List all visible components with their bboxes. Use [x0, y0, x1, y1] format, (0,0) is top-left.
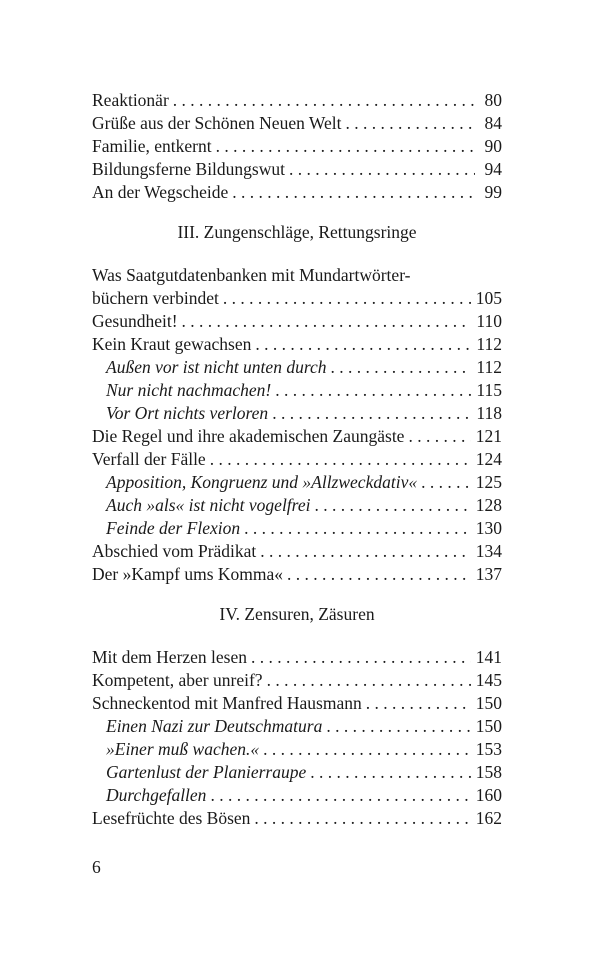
leader-dots: [182, 310, 472, 333]
entry-page: 105: [475, 288, 502, 308]
entry-page: 150: [475, 716, 502, 736]
entry-page: 130: [475, 518, 502, 538]
leader-dots: [173, 89, 475, 112]
entry-title: Lesefrüchte des Bösen: [92, 808, 251, 828]
leader-dots: [210, 784, 470, 807]
entry-title: Auch »als« ist nicht vogelfrei: [106, 495, 311, 515]
toc-entry: [92, 112, 502, 135]
entry-page: 121: [475, 426, 502, 446]
entry-page: 99: [484, 182, 502, 202]
toc-entry: [92, 158, 502, 181]
toc-subentry: [92, 784, 502, 807]
leader-dots: [272, 402, 471, 425]
page-number: 6: [92, 857, 101, 877]
toc-entry: [92, 89, 502, 112]
toc-subentry: [92, 402, 502, 425]
section-heading: III. Zungenschläge, Rettungsringe: [177, 222, 417, 242]
entry-title-first-line: Was Saatgutdatenbanken mit Mundartwörter-: [92, 265, 411, 285]
section-entries: [92, 310, 502, 586]
entry-title: »Einer muß wachen.«: [106, 739, 260, 759]
entry-page: 150: [475, 693, 502, 713]
entry-title: Bildungsferne Bildungswut: [92, 159, 285, 179]
leader-dots: [232, 181, 475, 204]
leader-dots: [260, 540, 470, 563]
leader-dots: [251, 646, 471, 669]
toc-subentry: [92, 471, 502, 494]
entry-page: 80: [484, 90, 502, 110]
toc-subentry: [92, 738, 502, 761]
entry-title: Kompetent, aber unreif?: [92, 670, 263, 690]
toc-entry: [92, 807, 502, 830]
entry-page: 128: [475, 495, 502, 515]
toc-subentry: [92, 494, 502, 517]
entry-page: 134: [475, 541, 502, 561]
leader-dots: [216, 135, 475, 158]
toc-entry: [92, 181, 502, 204]
entry-title: Reaktionär: [92, 90, 169, 110]
entry-page: 94: [484, 159, 502, 179]
toc-entry: [92, 692, 502, 715]
section-heading: IV. Zensuren, Zäsuren: [219, 604, 375, 624]
entry-page: 84: [484, 113, 502, 133]
entry-title: Kein Kraut gewachsen: [92, 334, 252, 354]
leader-dots: [223, 287, 471, 310]
entry-page: 115: [476, 380, 502, 400]
leader-dots: [331, 356, 472, 379]
toc-entry: [92, 646, 502, 669]
entry-page: 110: [476, 311, 502, 331]
entry-page: 118: [476, 403, 502, 423]
section-entries: [92, 646, 502, 830]
leader-dots: [254, 807, 470, 830]
entry-title: Vor Ort nichts verloren: [106, 403, 269, 423]
entry-title: Verfall der Fälle: [92, 449, 206, 469]
entry-page: 162: [475, 808, 502, 828]
entry-page: 137: [475, 564, 502, 584]
entry-title: Einen Nazi zur Deutschmatura: [106, 716, 323, 736]
toc-subentry: [92, 715, 502, 738]
entry-page: 90: [484, 136, 502, 156]
leader-dots: [267, 669, 471, 692]
entry-page: 141: [475, 647, 502, 667]
entry-page: 160: [475, 785, 502, 805]
entry-page: 145: [475, 670, 502, 690]
toc-subentry: [92, 517, 502, 540]
entry-page: 124: [475, 449, 502, 469]
leader-dots: [346, 112, 475, 135]
toc-entry: [92, 563, 502, 586]
entry-page: 125: [475, 472, 502, 492]
leader-dots: [310, 761, 470, 784]
entry-title: Grüße aus der Schönen Neuen Welt: [92, 113, 342, 133]
toc-subentry: [92, 356, 502, 379]
leader-dots: [289, 158, 475, 181]
entry-title: Nur nicht nachmachen!: [106, 380, 272, 400]
leader-dots: [287, 563, 471, 586]
toc-entry: [92, 333, 502, 356]
entry-title: Schneckentod mit Manfred Hausmann: [92, 693, 362, 713]
leader-dots: [244, 517, 471, 540]
leader-dots: [408, 425, 470, 448]
entry-title: büchern verbindet: [92, 288, 219, 308]
entry-title: Apposition, Kongruenz und »Allzweckdativ«: [106, 472, 418, 492]
leader-dots: [275, 379, 471, 402]
leader-dots: [255, 333, 471, 356]
toc-entry: [92, 540, 502, 563]
entry-title: Familie, entkernt: [92, 136, 212, 156]
entry-page: 158: [475, 762, 502, 782]
toc-subentry: [92, 761, 502, 784]
toc-entry: [92, 448, 502, 471]
entry-page: 153: [475, 739, 502, 759]
toc-entry: [92, 425, 502, 448]
leader-dots: [366, 692, 471, 715]
toc-entry: [92, 310, 502, 333]
entry-title: Mit dem Herzen lesen: [92, 647, 248, 667]
entry-title: Feinde der Flexion: [106, 518, 241, 538]
leader-dots: [326, 715, 470, 738]
toc-entry: [92, 669, 502, 692]
toc-entry: [92, 287, 502, 310]
entry-title: Gesundheit!: [92, 311, 178, 331]
toc-entry: [92, 135, 502, 158]
leader-dots: [210, 448, 471, 471]
toc-subentry: [92, 379, 502, 402]
entry-title: An der Wegscheide: [92, 182, 229, 202]
entry-page: 112: [476, 357, 502, 377]
entry-page: 112: [476, 334, 502, 354]
entry-title: Außen vor ist nicht unten durch: [106, 357, 327, 377]
leader-dots: [263, 738, 471, 761]
entry-title: Abschied vom Prädikat: [92, 541, 257, 561]
entry-title: Durchgefallen: [106, 785, 207, 805]
entry-title: Der »Kampf ums Komma«: [92, 564, 284, 584]
leader-dots: [314, 494, 470, 517]
leader-dots: [421, 471, 471, 494]
entry-title: Gartenlust der Planierraupe: [106, 762, 307, 782]
table-of-contents: [92, 89, 502, 830]
entry-title: Die Regel und ihre akademischen Zaungäste: [92, 426, 405, 446]
